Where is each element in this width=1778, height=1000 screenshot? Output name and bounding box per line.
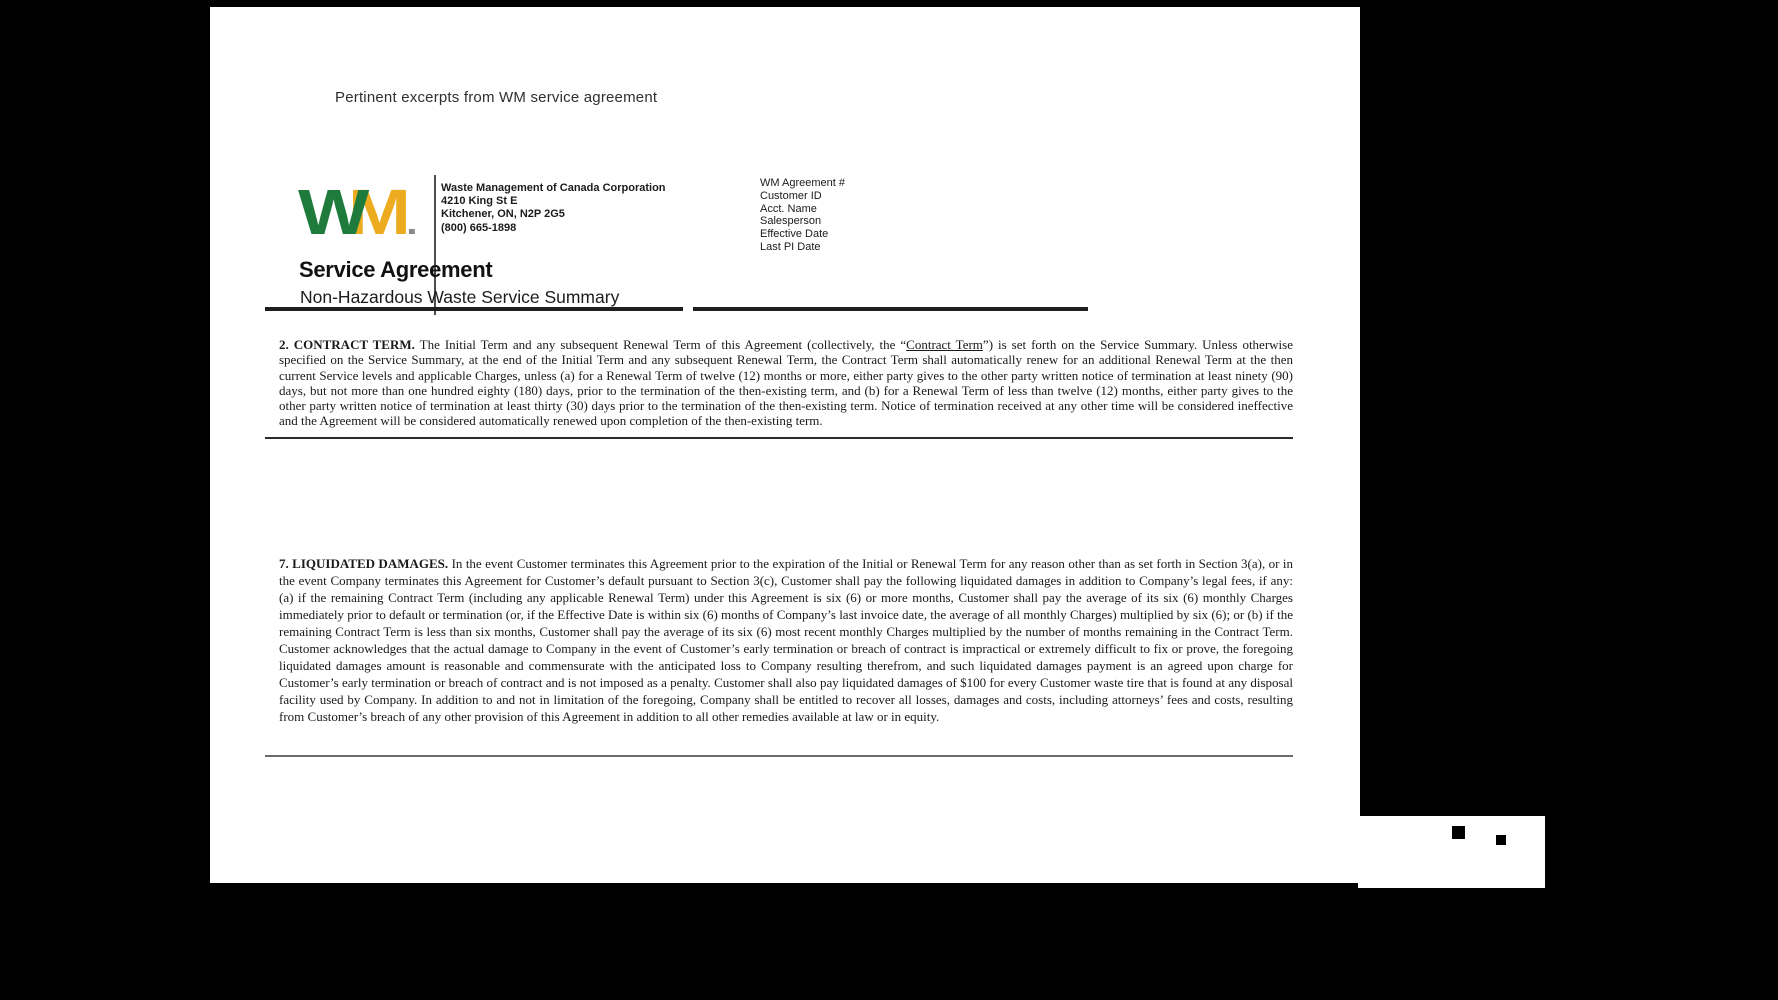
document-page (210, 7, 1360, 883)
section-contract-term-text-after: ”) is set forth on the Service Summary. Unless otherwise specified on the Service Summary, at the end of the Initial Term and any subsequent Renewal Term, the Contract Term shall automatically renew for an additional Renewal Term at the then current Service levels and applicable Charges, unless (a) for a Renewal Term of twelve (12) months or more, either party gives to the other party written notice of termination at least ninety (90) days, but not more than one hundred eighty (180) days, prior to the termination of the then-existing term, and (b) for a Renewal Term of less than twelve (12) months, either party gives to the other party written notice of termination at least thirty (30) days prior to the termination of the then-existing term. Notice of termination received at any other time will be considered ineffective and the Agreement will be considered automatically renewed upon completion of the then-existing term. (279, 337, 1293, 429)
company-name: Waste Management of Canada Corporation (441, 182, 666, 194)
contract-term-underlined-phrase: Contract Term (906, 337, 983, 352)
section-contract-term-heading: 2. CONTRACT TERM. (279, 337, 415, 352)
wm-logo-letter-m: M (348, 176, 407, 248)
page-title: Pertinent excerpts from WM service agreement (335, 89, 658, 106)
field-label-wm-agreement: WM Agreement # (760, 177, 845, 189)
bottom-right-white-box (1358, 816, 1545, 888)
field-label-last-pi-date: Last PI Date (760, 240, 821, 253)
company-street: 4210 King St E (441, 195, 518, 208)
title-rule-right (693, 307, 1088, 311)
section-contract-term (279, 337, 1293, 429)
field-label-effective-date: Effective Date (760, 228, 829, 241)
wm-logo (298, 176, 414, 248)
wm-logo-letter-w: W (298, 176, 365, 248)
section-contract-term-text-before: The Initial Term and any subsequent Renewal Term of this Agreement (collectively, the “ (414, 337, 907, 352)
wm-logo-trademark-dot (409, 229, 415, 234)
section-divider-rule (265, 437, 1293, 439)
company-phone: (800) 665-1898 (441, 221, 517, 234)
agreement-fields-block (760, 177, 845, 254)
field-label-acct-name: Acct. Name (760, 202, 817, 215)
field-label-salesperson: Salesperson (760, 215, 822, 228)
field-label-customer-id: Customer ID (760, 189, 822, 202)
title-rule-left (265, 307, 683, 311)
section-liquidated-damages-heading: 7. LIQUIDATED DAMAGES. (279, 556, 449, 571)
section-liquidated-damages (279, 555, 1293, 725)
document-subtitle: Non-Hazardous Waste Service Summary (300, 287, 620, 307)
document-title: Service Agreement (299, 257, 493, 282)
company-address-block (441, 182, 666, 235)
company-city: Kitchener, ON, N2P 2G5 (441, 208, 565, 221)
bottom-divider-rule (265, 755, 1293, 757)
resize-handle-square-large (1452, 826, 1465, 839)
section-liquidated-damages-text: In the event Customer terminates this Agreement prior to the expiration of the Initial or Renewal Term for any reason other than as set forth in Section 3(a), or in the event Company terminates this Agreement for Customer’s default pursuant to Section 3(c), Customer shall pay the following liquidated damages in addition to Company’s legal fees, if any: (a) if the remaining Contract Term (including any applicable Renewal Term) under this Agreement is six (6) or more months, Customer shall pay the average of its six (6) monthly Charges immediately prior to default or termination (or, if the Effective Date is within six (6) months of Company’s last invoice date, the average of all monthly Charges) multiplied by six (6); or (b) if the remaining Contract Term is less than six months, Customer shall pay the average of its six (6) most recent monthly Charges multiplied by the number of months remaining in the Contract Term. Customer acknowledges that the actual damage to Company in the event of Customer’s early termination or breach of contract is impractical or extremely difficult to fix or prove, the foregoing liquidated damages amount is reasonable and commensurate with the anticipated loss to Company resulting therefrom, and such liquidated damages payment is an agreed upon charge for Customer’s early termination or breach of contract and is not imposed as a penalty. Customer shall also pay liquidated damages of $100 for every Customer waste tire that is found at any disposal facility used by Company. In addition to and not in limitation of the foregoing, Company shall be entitled to recover all losses, damages and costs, including attorneys’ fees and costs, resulting from Customer’s breach of any other provision of this Agreement in addition to all other remedies available at law or in equity. (279, 556, 1294, 724)
resize-handle-square-small (1496, 835, 1506, 845)
